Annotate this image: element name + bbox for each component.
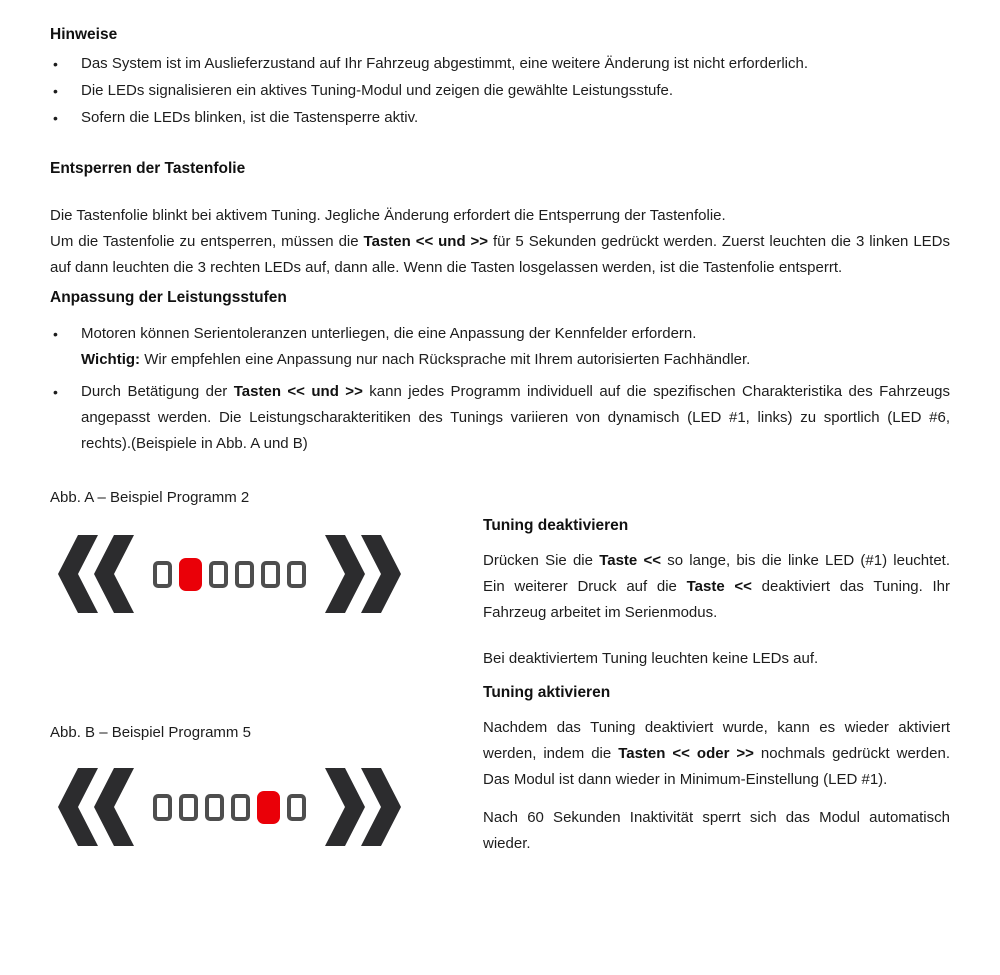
- bold-text-run: Tasten << oder >>: [618, 745, 754, 762]
- tuning-text-column: [483, 457, 950, 857]
- text-run: Drücken Sie die: [483, 552, 600, 569]
- bullet-text: [81, 379, 950, 457]
- text-run: kann jedes Programm individuell auf die spezifischen Charakteristika des Fahrzeugs angepasst werden. Die Leistungscharakteritiken des Tunings variieren von dynamisch (LED #1, links) zu sportlich (LED #6, rechts).(Beispiele in Abb. A und B): [81, 383, 951, 452]
- double-chevron-right-icon: [325, 535, 401, 613]
- two-column-section: [50, 457, 950, 857]
- bullet-marker: [50, 379, 81, 457]
- bullet-text: Die LEDs signalisieren ein aktives Tuning-Modul und zeigen die gewählte Leistungsstufe.: [81, 82, 674, 99]
- led-off: [205, 794, 224, 821]
- heading-hinweise: Hinweise: [50, 26, 118, 43]
- heading-entsperren: Entsperren der Tastenfolie: [50, 160, 246, 177]
- figure-b-label: Abb. B – Beispiel Programm 5: [50, 724, 251, 741]
- text-run: nochmals gedrückt werden. Das Modul ist dann wieder in Minimum-Einstellung (LED #1).: [483, 745, 950, 788]
- bullet-marker: [50, 321, 81, 373]
- bold-text-run: Tasten << und >>: [233, 383, 363, 400]
- bullet-item: [50, 105, 950, 132]
- heading-tuning-aktivieren: Tuning aktivieren: [483, 684, 611, 701]
- led-strip: [153, 791, 306, 824]
- figure-a-graphic: [58, 535, 483, 613]
- led-strip: [153, 558, 306, 591]
- paragraph: Die Tastenfolie blinkt bei aktivem Tuning. Jegliche Änderung erfordert die Entsperrung der Tastenfolie.: [50, 207, 726, 224]
- bullet-item: [50, 321, 950, 373]
- led-off: [261, 561, 280, 588]
- heading-tuning-deaktivieren: Tuning deaktivieren: [483, 517, 629, 534]
- heading-anpassung: Anpassung der Leistungsstufen: [50, 289, 287, 306]
- led-on: [257, 791, 280, 824]
- text-run: deaktiviert das Tuning. Ihr Fahrzeug arbeitet im Serienmodus.: [483, 578, 951, 621]
- paragraph: Bei deaktiviertem Tuning leuchten keine LEDs auf.: [483, 650, 819, 667]
- bullet-item: [50, 78, 950, 105]
- text-run: so lange, bis die linke LED (#1) leuchtet. Ein weiterer Druck auf die: [483, 552, 950, 595]
- bullet-text: Das System ist im Auslieferzustand auf Ihr Fahrzeug abgestimmt, eine weitere Änderung ist nicht erforderlich.: [81, 55, 808, 72]
- led-on: [179, 558, 202, 591]
- led-off: [153, 561, 172, 588]
- text-run: Durch Betätigung der: [81, 383, 234, 400]
- bullet-text: Sofern die LEDs blinken, ist die Tastensperre aktiv.: [81, 109, 419, 126]
- entsperren-paragraphs: [50, 203, 950, 281]
- anpassung-bullet-list: [50, 321, 950, 457]
- bold-text-run: Wichtig:: [81, 351, 141, 368]
- text-run: Um die Tastenfolie zu entsperren, müssen die: [50, 233, 364, 250]
- text-run: Motoren können Serientoleranzen unterliegen, die eine Anpassung der Kennfelder erfordern.: [81, 325, 697, 342]
- figure-b-graphic: [58, 768, 483, 846]
- double-chevron-left-icon: [58, 768, 134, 846]
- led-off: [287, 794, 306, 821]
- double-chevron-left-icon: [58, 535, 134, 613]
- bullet-text: [81, 321, 950, 373]
- bold-text-run: Tasten << und >>: [363, 233, 489, 250]
- bold-text-run: Taste <<: [599, 552, 661, 569]
- paragraph: [483, 548, 950, 626]
- bullet-item: [50, 51, 950, 78]
- hinweise-bullet-list: [50, 51, 950, 132]
- figures-column: [50, 457, 483, 846]
- bullet-item: [50, 379, 950, 457]
- paragraph: [50, 229, 950, 281]
- text-run: Nachdem das Tuning deaktiviert wurde, kann es wieder aktiviert werden, indem die: [483, 719, 950, 762]
- led-off: [231, 794, 250, 821]
- led-off: [209, 561, 228, 588]
- text-run: für 5 Sekunden gedrückt werden. Zuerst leuchten die 3 linken LEDs auf dann leuchten die 3 rechten LEDs auf, dann alle. Wenn die Tasten losgelassen werden, ist die Tastenfolie entsperrt.: [50, 233, 951, 276]
- led-off: [153, 794, 172, 821]
- double-chevron-right-icon: [325, 768, 401, 846]
- led-off: [235, 561, 254, 588]
- paragraph: Nach 60 Sekunden Inaktivität sperrt sich das Modul automatisch wieder.: [483, 809, 950, 852]
- bullet-marker: [50, 51, 81, 78]
- bold-text-run: Taste <<: [686, 578, 752, 595]
- figure-a-label: Abb. A – Beispiel Programm 2: [50, 489, 250, 506]
- bullet-marker: [50, 105, 81, 132]
- led-off: [287, 561, 306, 588]
- text-run: Wir empfehlen eine Anpassung nur nach Rücksprache mit Ihrem autorisierten Fachhändler.: [140, 351, 751, 368]
- paragraph: [483, 715, 950, 793]
- led-off: [179, 794, 198, 821]
- bullet-marker: [50, 78, 81, 105]
